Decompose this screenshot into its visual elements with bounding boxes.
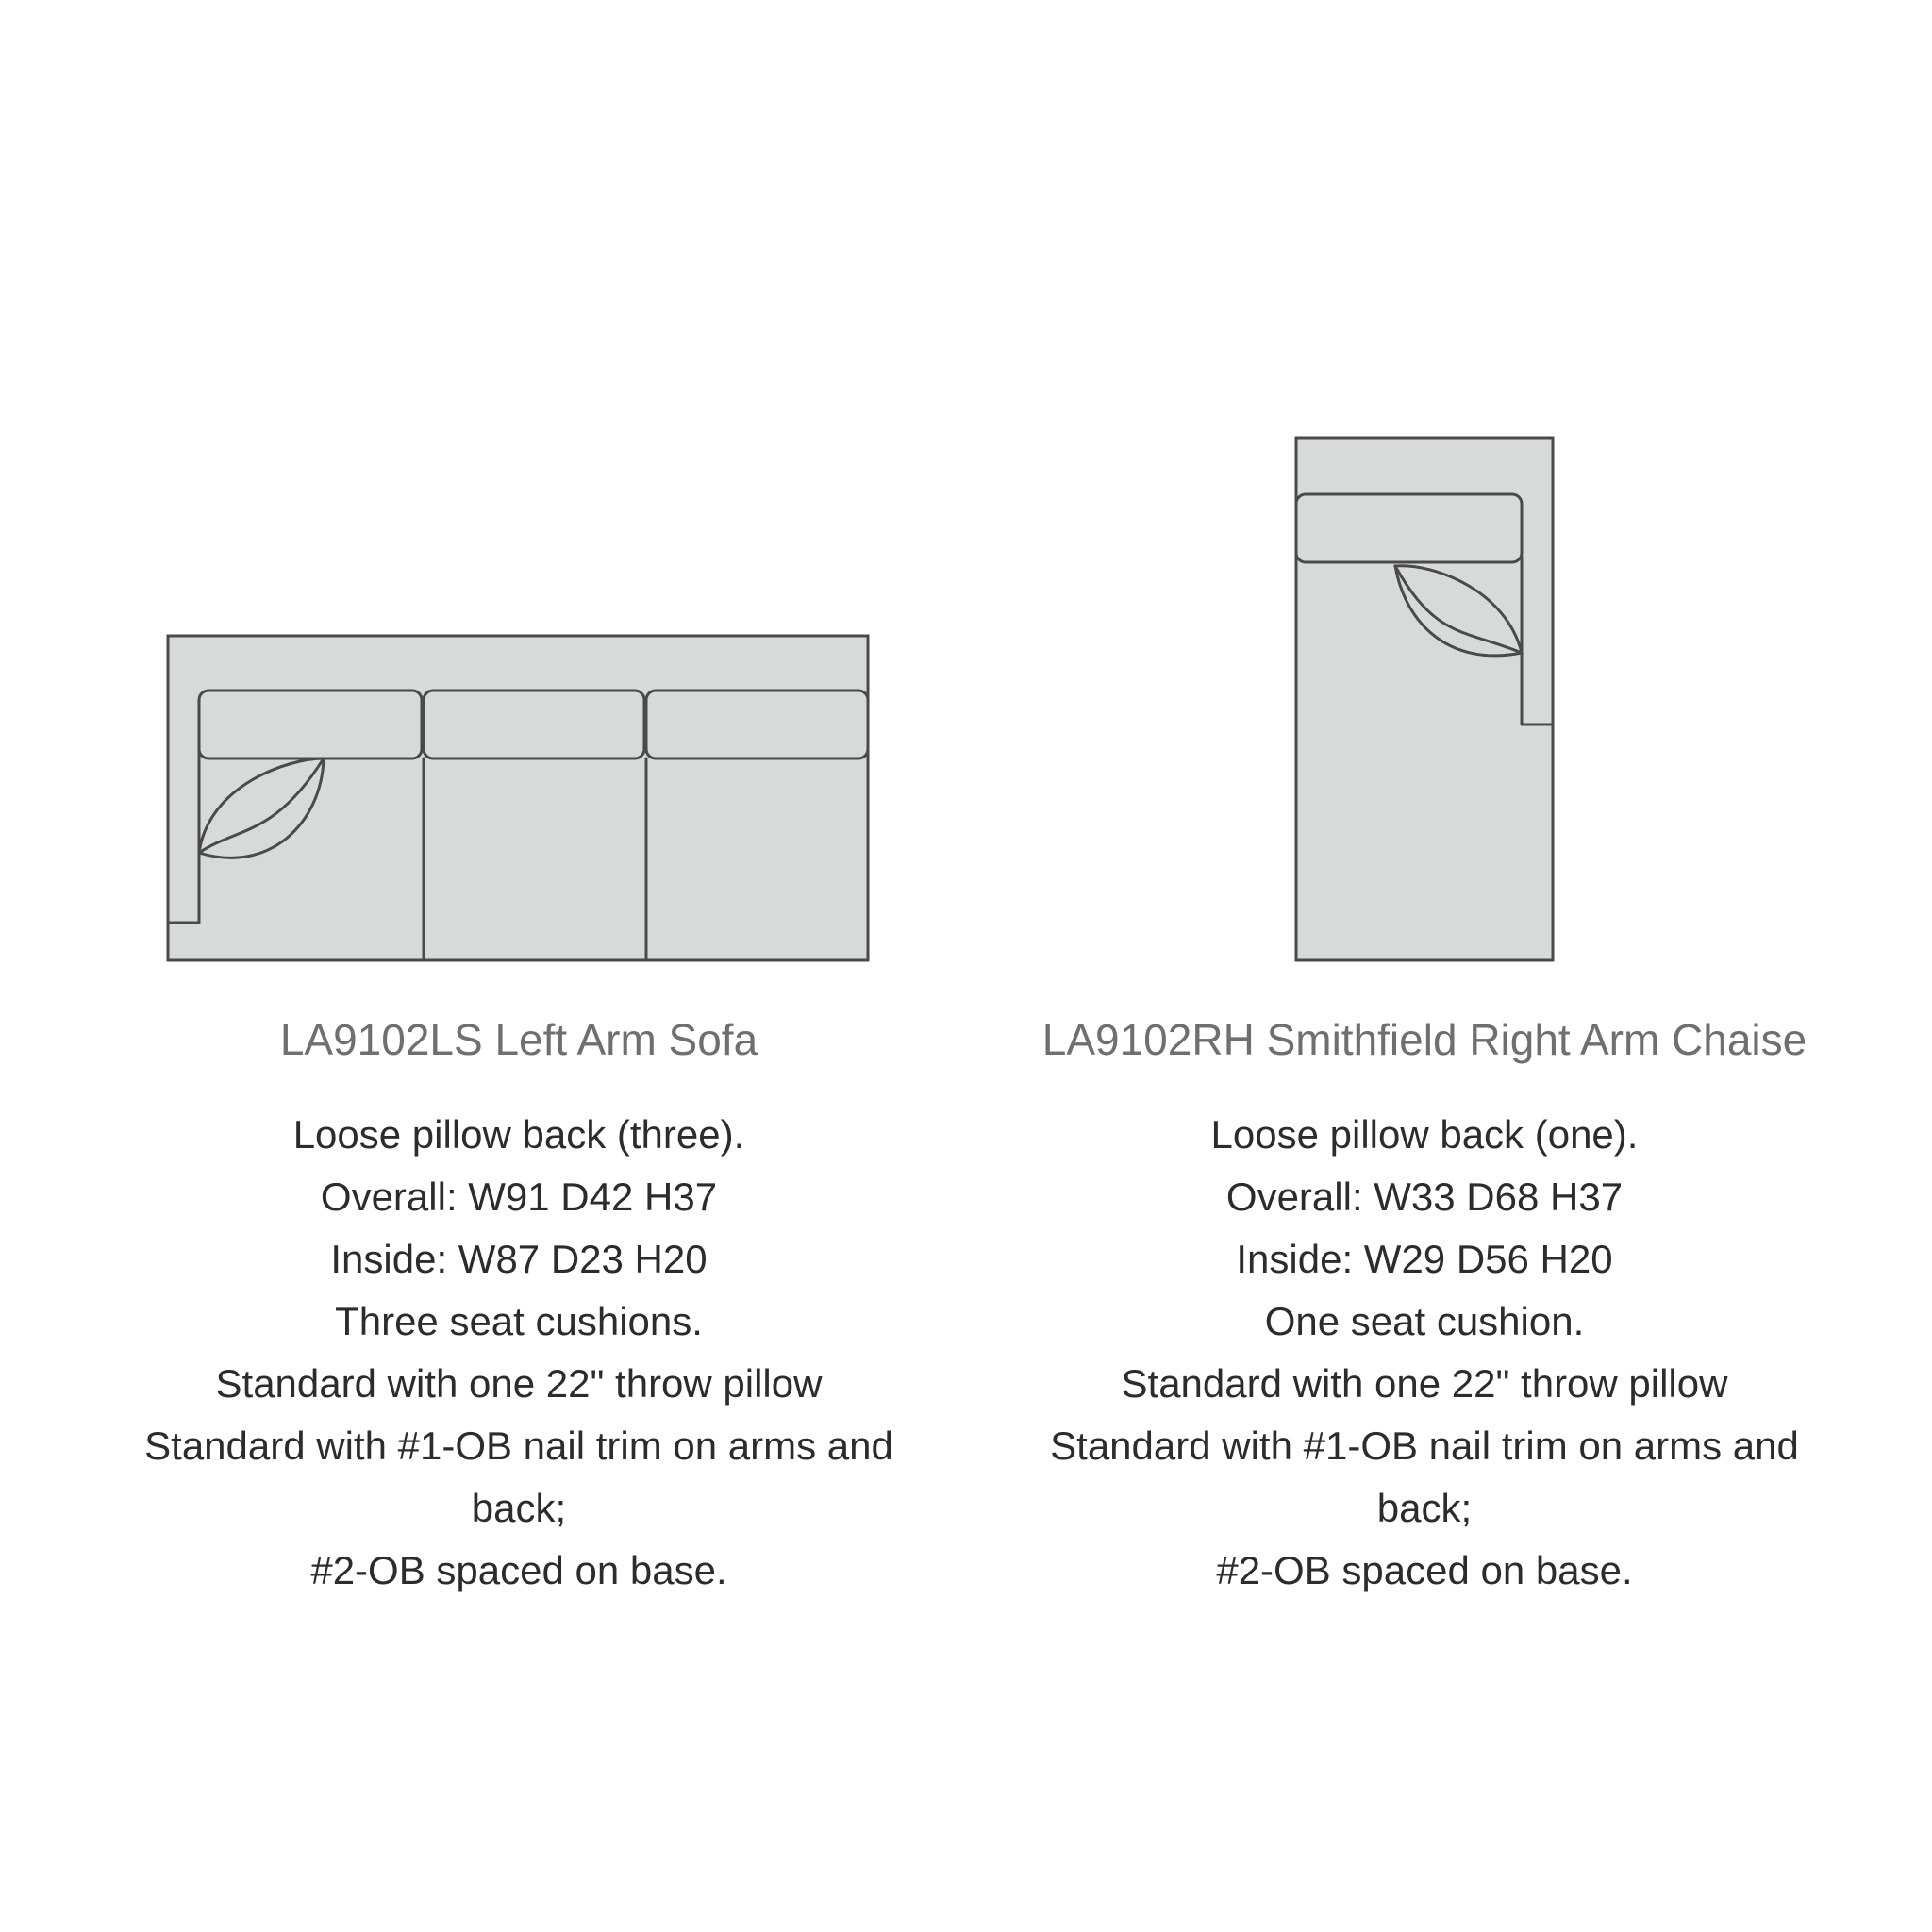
spec-line: Loose pillow back (one). [1210,1112,1639,1157]
spec-line: back; [471,1486,567,1530]
spec-line: Three seat cushions. [335,1299,703,1343]
spec-line: One seat cushion. [1264,1299,1585,1343]
spec-line: Standard with one 22" throw pillow [1121,1361,1728,1406]
right-arm-chaise-specs [1028,1104,1821,1602]
spec-line: Standard with one 22" throw pillow [215,1361,823,1406]
spec-line: Inside: W87 D23 H20 [330,1237,708,1281]
spec-line: Loose pillow back (three). [292,1112,745,1157]
spec-line: Standard with #1-OB nail trim on arms and [144,1424,893,1468]
spec-line: Overall: W91 D42 H37 [320,1174,718,1219]
left-arm-sofa-specs [123,1104,915,1602]
left-arm-sofa-drawing [166,634,872,964]
spec-line: Inside: W29 D56 H20 [1236,1237,1613,1281]
sofa-back-cushion-2 [424,691,644,758]
chaise-back-cushion [1296,494,1522,562]
right-arm-chaise-title: LA9102RH Smithfield Right Arm Chaise [1041,1015,1807,1064]
spec-line: #2-OB spaced on base. [310,1548,727,1592]
spec-line: Standard with #1-OB nail trim on arms and [1050,1424,1799,1468]
spec-line: Overall: W33 D68 H37 [1225,1174,1624,1219]
sofa-back-cushion-3 [646,691,868,758]
sofa-back-cushion-1 [199,691,422,758]
right-arm-chaise-drawing [1294,436,1557,964]
spec-line: back; [1376,1486,1473,1530]
spec-line: #2-OB spaced on base. [1216,1548,1633,1592]
left-arm-sofa-title: LA9102LS Left Arm Sofa [279,1015,758,1064]
